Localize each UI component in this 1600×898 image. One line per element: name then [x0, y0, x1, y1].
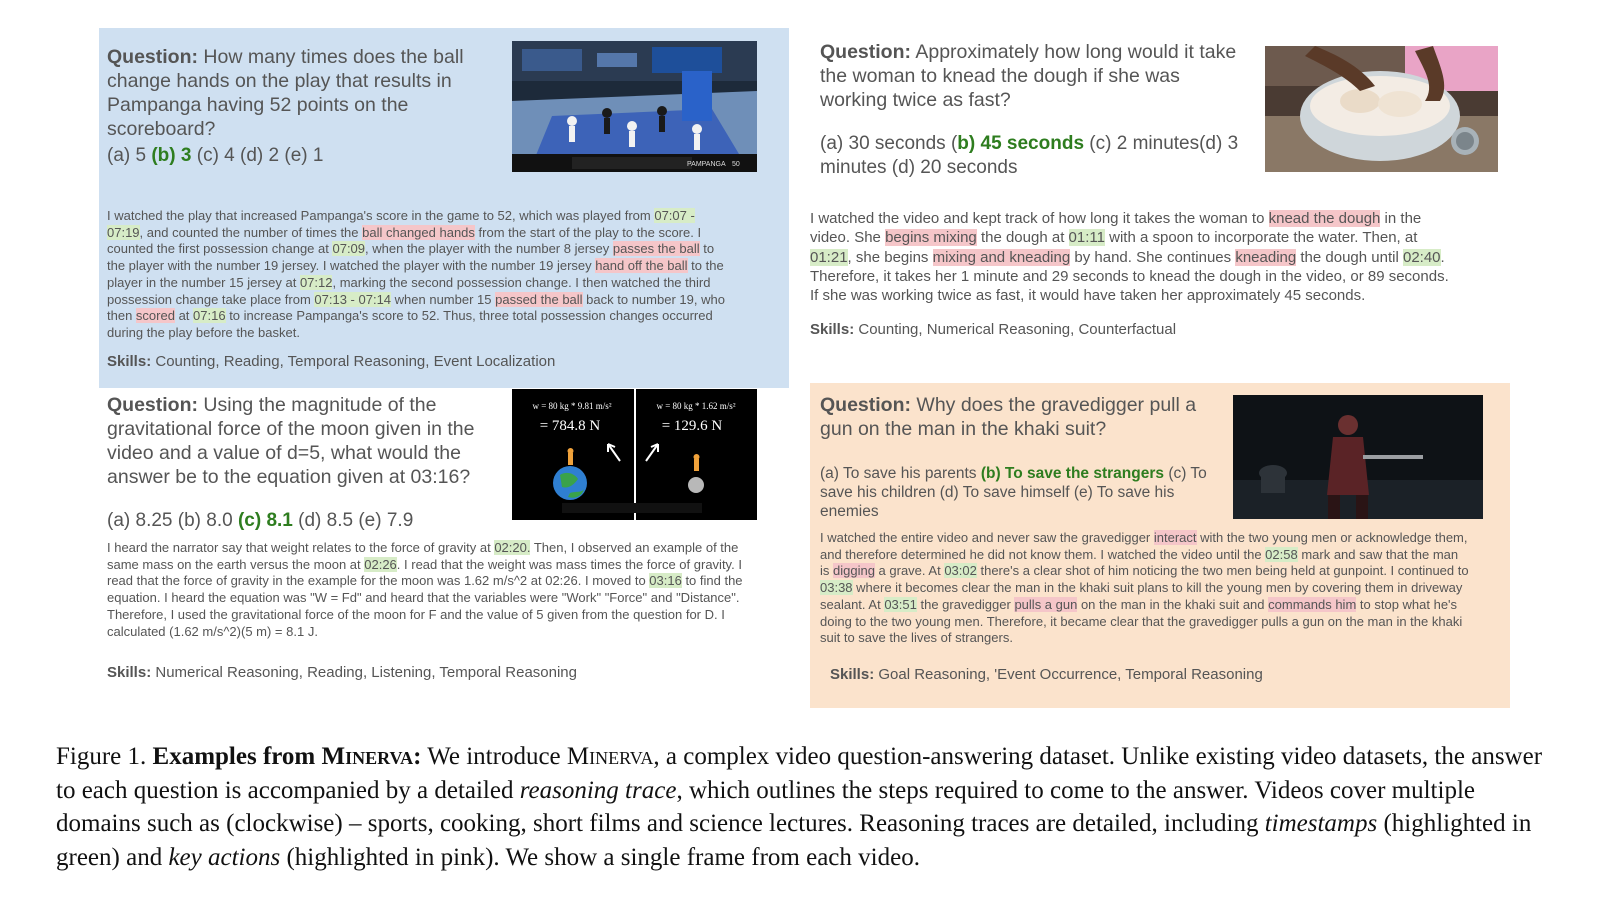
trace-text: at: [174, 308, 194, 324]
trace-text: in the video. She: [810, 210, 1422, 247]
earth-weight-formula: w = 80 kg * 9.81 m/s²: [532, 401, 612, 411]
video-frame-kneading: [1265, 46, 1498, 172]
trace-text: I watched the video and kept track of how long it takes the woman to: [810, 210, 1269, 227]
trace-text: when number 15: [391, 291, 496, 307]
trace-text: with the two young men or acknowledge them, and therefore determined he did not know them. I watched the video until the: [820, 530, 1468, 562]
skills-line: Skills: Counting, Reading, Temporal Reasoning, Event Localization: [107, 353, 556, 370]
correct-answer: (b) 3: [151, 145, 192, 166]
video-frame-basketball: [512, 41, 757, 172]
trace-text: I heard the narrator say that weight relates to the force of gravity at: [107, 540, 495, 555]
question-text: Question: How many times does the ball change hands on the play that results in Pampanga having 52 points on the scoreboard?: [107, 46, 464, 140]
trace-text: , and counted the number of times the: [139, 224, 363, 240]
reasoning-trace: [107, 540, 752, 640]
trace-text: with a spoon to incorporate the water. Then, at: [1104, 229, 1418, 247]
example-science-lecture: [99, 388, 789, 708]
trace-text: to the player in the number 15 jersey at: [107, 258, 724, 290]
timestamp-highlight: 03:38: [820, 580, 853, 596]
trace-text: where it becomes clear the man in the khaki suit plans to kill the young men by covering them in driveway sealant. At: [820, 580, 1463, 612]
timestamp-highlight: 07:13 - 07:14: [314, 291, 392, 307]
trace-text: , she begins: [847, 248, 933, 266]
key-action-highlight: commands him: [1268, 596, 1357, 612]
key-action-highlight: hand off the ball: [595, 258, 688, 274]
video-frame-gravity: [512, 389, 757, 520]
timestamp-highlight: 01:11: [1068, 229, 1105, 247]
question-text: Question: Approximately how long would it take the woman to knead the dough if she was working twice as fast?: [820, 41, 1237, 111]
key-action-highlight: digging: [833, 563, 875, 579]
trace-text: . Therefore, it takes her 1 minute and 29 seconds to knead the dough in the video, or 89 seconds. If she was working twice as fast, it would have taken her approximately 45 seconds.: [810, 248, 1449, 305]
answer-options: (a) 8.25 (b) 8.0 (c) 8.1 (d) 8.5 (e) 7.9: [107, 510, 414, 531]
scoreboard-team: PAMPANGA: [687, 161, 726, 168]
timestamp-highlight: 03:02: [944, 563, 977, 579]
trace-text: to stop what he's doing to the two young men. Therefore, it became clear that the gravedigger pulls a gun on the man in the khaki suit to save the lives of strangers.: [820, 596, 1463, 646]
trace-text: to the player with the number 19 jersey. I watched the player with the number 19 jersey: [107, 241, 715, 274]
trace-text: back to number 19, who then: [107, 291, 725, 324]
trace-text: , when the player with the number 8 jersey: [365, 241, 613, 257]
trace-text: to find the equation. I heard the equation was "W = Fd" and heard that the variables were "Work" "Force" and "Distance". Therefore, I used the gravitational force of the moon for F and the value of 5 given from the question for D. I calculated (1.62 m/s^2)(5 m) = 8.1 J.: [107, 573, 743, 639]
skills-line: Skills: Goal Reasoning, 'Event Occurrence, Temporal Reasoning: [830, 666, 1263, 683]
key-action-highlight: begins mixing: [885, 229, 977, 247]
timestamp-highlight: 03:51: [884, 596, 917, 612]
question-text: Question: Why does the gravedigger pull a gun on the man in the khaki suit?: [820, 394, 1197, 440]
timestamp-highlight: 07:09: [332, 241, 366, 257]
trace-text: . I read that the weight was mass times the force of gravity. I read that the force of gravity in the example for the moon was 1.62 m/s^2 at 02:26. I moved to: [107, 556, 742, 589]
correct-answer: b) 45 seconds: [957, 133, 1085, 154]
moon-weight-result: = 129.6 N: [661, 418, 723, 434]
reasoning-trace: [820, 530, 1470, 647]
skills-line: Skills: Counting, Numerical Reasoning, Counterfactual: [810, 321, 1177, 338]
trace-text: from the start of the play to the score. I counted the first possession change at: [107, 224, 702, 257]
key-action-highlight: mixing and kneading: [932, 248, 1071, 266]
trace-text: mark and saw that the man is: [820, 546, 1459, 579]
scoreboard-score: 50: [732, 161, 740, 168]
example-short-film: [810, 383, 1510, 708]
key-action-highlight: knead the dough: [1268, 210, 1381, 227]
timestamp-highlight: 02:40: [1402, 248, 1441, 266]
key-action-highlight: scored: [135, 308, 175, 324]
trace-text: I watched the play that increased Pampanga's score in the game to 52, which was played from: [107, 208, 655, 223]
timestamp-highlight: 01:21: [810, 248, 848, 266]
trace-text: on the man in the khaki suit and: [1077, 596, 1269, 612]
figure-caption: Figure 1. Examples from Minerva: We introduce Minerva, a complex video question-answering dataset. Unlike existing video datasets, the answer to each question is accompanied by a detailed reasoning trace, which outlines the steps required to come to the answer. Videos cover multiple domains such as (clockwise) – sports, cooking, short films and science lectures. Reasoning traces are detailed, including timestamps (highlighted in green) and key actions (highlighted in pink). We show a single frame from each video.: [56, 743, 1543, 871]
timestamp-highlight: 07:12: [299, 274, 333, 290]
reasoning-trace: [107, 208, 732, 342]
key-action-highlight: interact: [1153, 530, 1197, 545]
example-cooking: [810, 28, 1510, 368]
timestamp-highlight: 07:07 - 07:19: [107, 208, 695, 240]
trace-text: Then, I observed an example of the same mass on the earth versus the moon at: [107, 540, 739, 572]
trace-text: I watched the entire video and never saw the gravedigger: [820, 530, 1154, 545]
earth-weight-result: = 784.8 N: [539, 418, 601, 434]
trace-text: the gravedigger: [916, 596, 1015, 612]
answer-options: (a) To save his parents (b) To save the strangers (c) To save his children (d) To save himself (e) To save his enemies: [820, 465, 1207, 520]
trace-text: to increase Pampanga's score to 52. Thus, three total possession changes occurred during the play before the basket.: [107, 308, 713, 340]
video-frame-gravedigger: [1233, 395, 1483, 519]
timestamp-highlight: 07:16: [193, 308, 226, 324]
example-sports: [99, 28, 789, 388]
moon-weight-formula: w = 80 kg * 1.62 m/s²: [656, 401, 736, 411]
reasoning-trace: [810, 209, 1460, 305]
question-text: Question: Using the magnitude of the gravitational force of the moon given in the video and a value of d=5, what would the answer be to the equation given at 03:16?: [107, 394, 475, 488]
timestamp-highlight: 02:26: [364, 556, 397, 572]
answer-options: (a) 30 seconds (b) 45 seconds (c) 2 minutes(d) 3 minutes (d) 20 seconds: [820, 133, 1239, 178]
timestamp-highlight: 02:58: [1265, 546, 1298, 562]
key-action-highlight: passed the ball: [495, 291, 583, 307]
correct-answer: (b) To save the strangers: [980, 465, 1165, 482]
key-action-highlight: pulls a gun: [1014, 596, 1078, 612]
trace-text: there's a clear shot of him noticing the two men being held at gunpoint. I continued to: [976, 563, 1469, 579]
skills-line: Skills: Numerical Reasoning, Reading, Listening, Temporal Reasoning: [107, 664, 577, 681]
key-action-highlight: kneading: [1235, 248, 1297, 266]
timestamp-highlight: 02:20.: [494, 540, 531, 555]
trace-text: the dough at: [976, 229, 1069, 247]
answer-options: (a) 5 (b) 3 (c) 4 (d) 2 (e) 1: [107, 145, 324, 166]
timestamp-highlight: 03:16: [649, 573, 682, 589]
trace-text: the dough until: [1296, 248, 1403, 266]
correct-answer: (c) 8.1: [237, 510, 293, 531]
trace-text: a grave. At: [874, 563, 945, 579]
trace-text: , marking the second possession change. I then watched the third possession change take place from: [107, 274, 711, 307]
trace-text: by hand. She continues: [1070, 248, 1236, 266]
key-action-highlight: ball changed hands: [362, 224, 475, 240]
key-action-highlight: passes the ball: [612, 241, 700, 257]
